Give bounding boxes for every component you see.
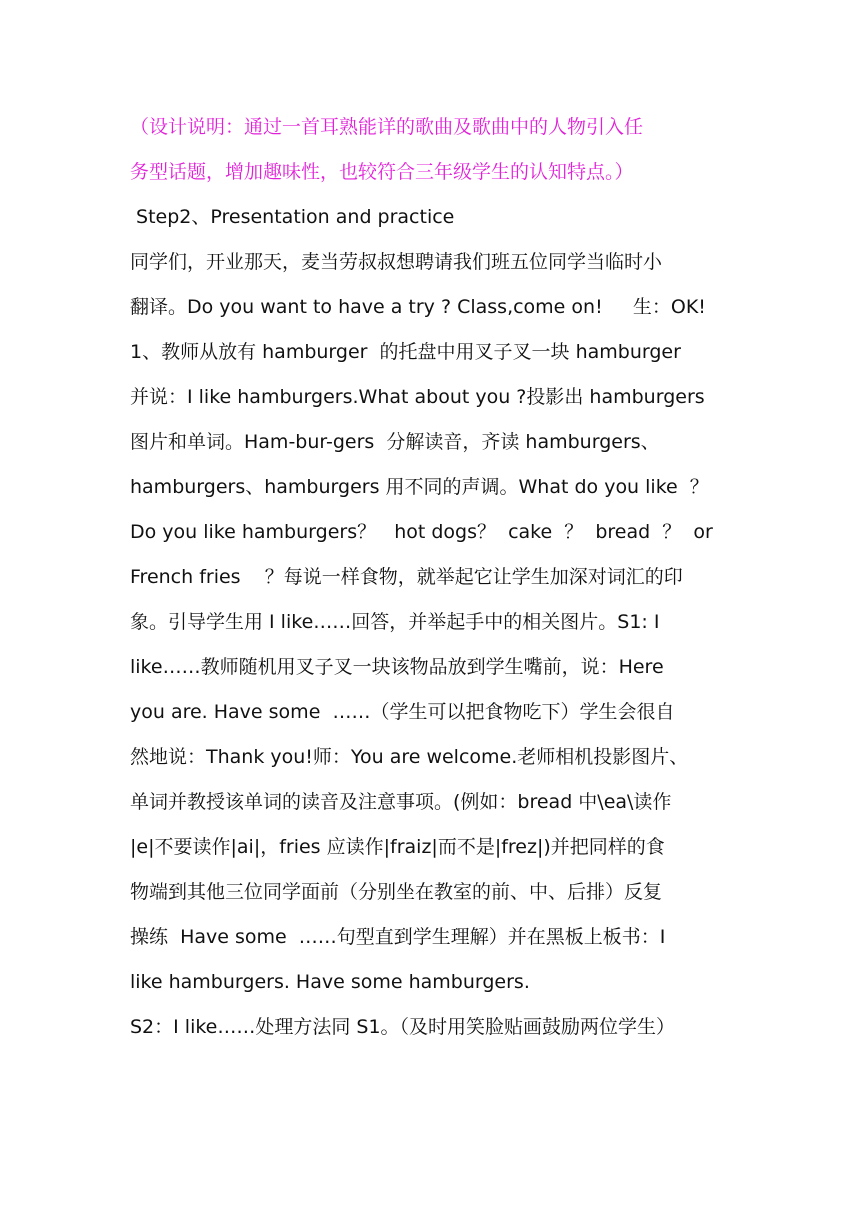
body-line: 物端到其他三位同学面前（分别坐在教室的前、中、后排）反复	[130, 881, 663, 903]
body-line: 图片和单词。Ham-bur-gers 分解读音，齐读 hamburgers、	[130, 431, 660, 453]
design-note-line-1: （设计说明：通过一首耳熟能详的歌曲及歌曲中的人物引入任	[130, 116, 644, 138]
body-line: |e|不要读作|ai|，fries 应读作|fraiz|而不是|frez|)并把同样的食	[130, 836, 665, 858]
body-line: 象。引导学生用 I like……回答，并举起手中的相关图片。S1: I	[130, 611, 660, 633]
body-line: like hamburgers. Have some hamburgers.	[130, 971, 530, 993]
body-line: 并说：I like hamburgers.What about you ?投影出 hamburgers	[130, 386, 705, 408]
body-line: 1、教师从放有 hamburger 的托盘中用叉子叉一块 hamburger	[130, 341, 681, 363]
body-line: 然地说：Thank you!师：You are welcome.老师相机投影图片、	[130, 746, 689, 768]
design-note-line-2: 务型话题，增加趣味性，也较符合三年级学生的认知特点。）	[130, 161, 634, 183]
body-line: French fries ？每说一样食物，就举起它让学生加深对词汇的印	[130, 566, 683, 588]
body-line: S2：I like……处理方法同 S1。（及时用笑脸贴画鼓励两位学生）	[130, 1016, 676, 1038]
body-line: hamburgers、hamburgers 用不同的声调。What do you like ？	[130, 476, 709, 498]
body-line: you are. Have some ……（学生可以把食物吃下）学生会很自	[130, 701, 675, 723]
body-line: 同学们，开业那天，麦当劳叔叔想聘请我们班五位同学当临时小	[130, 251, 663, 273]
step-heading: Step2、Presentation and practice	[130, 206, 455, 228]
body-line: Do you like hamburgers？ hot dogs？ cake ？ bread ？ or	[130, 521, 713, 543]
body-line: 翻译。Do you want to have a try ? Class,come on! 生：OK!	[130, 296, 706, 318]
body-line: 单词并教授该单词的读音及注意事项。(例如：bread 中\ea\读作	[130, 791, 672, 813]
body-line: like……教师随机用叉子叉一块该物品放到学生嘴前，说：Here	[130, 656, 664, 678]
body-line: 操练 Have some ……句型直到学生理解）并在黑板上板书：I	[130, 926, 666, 948]
